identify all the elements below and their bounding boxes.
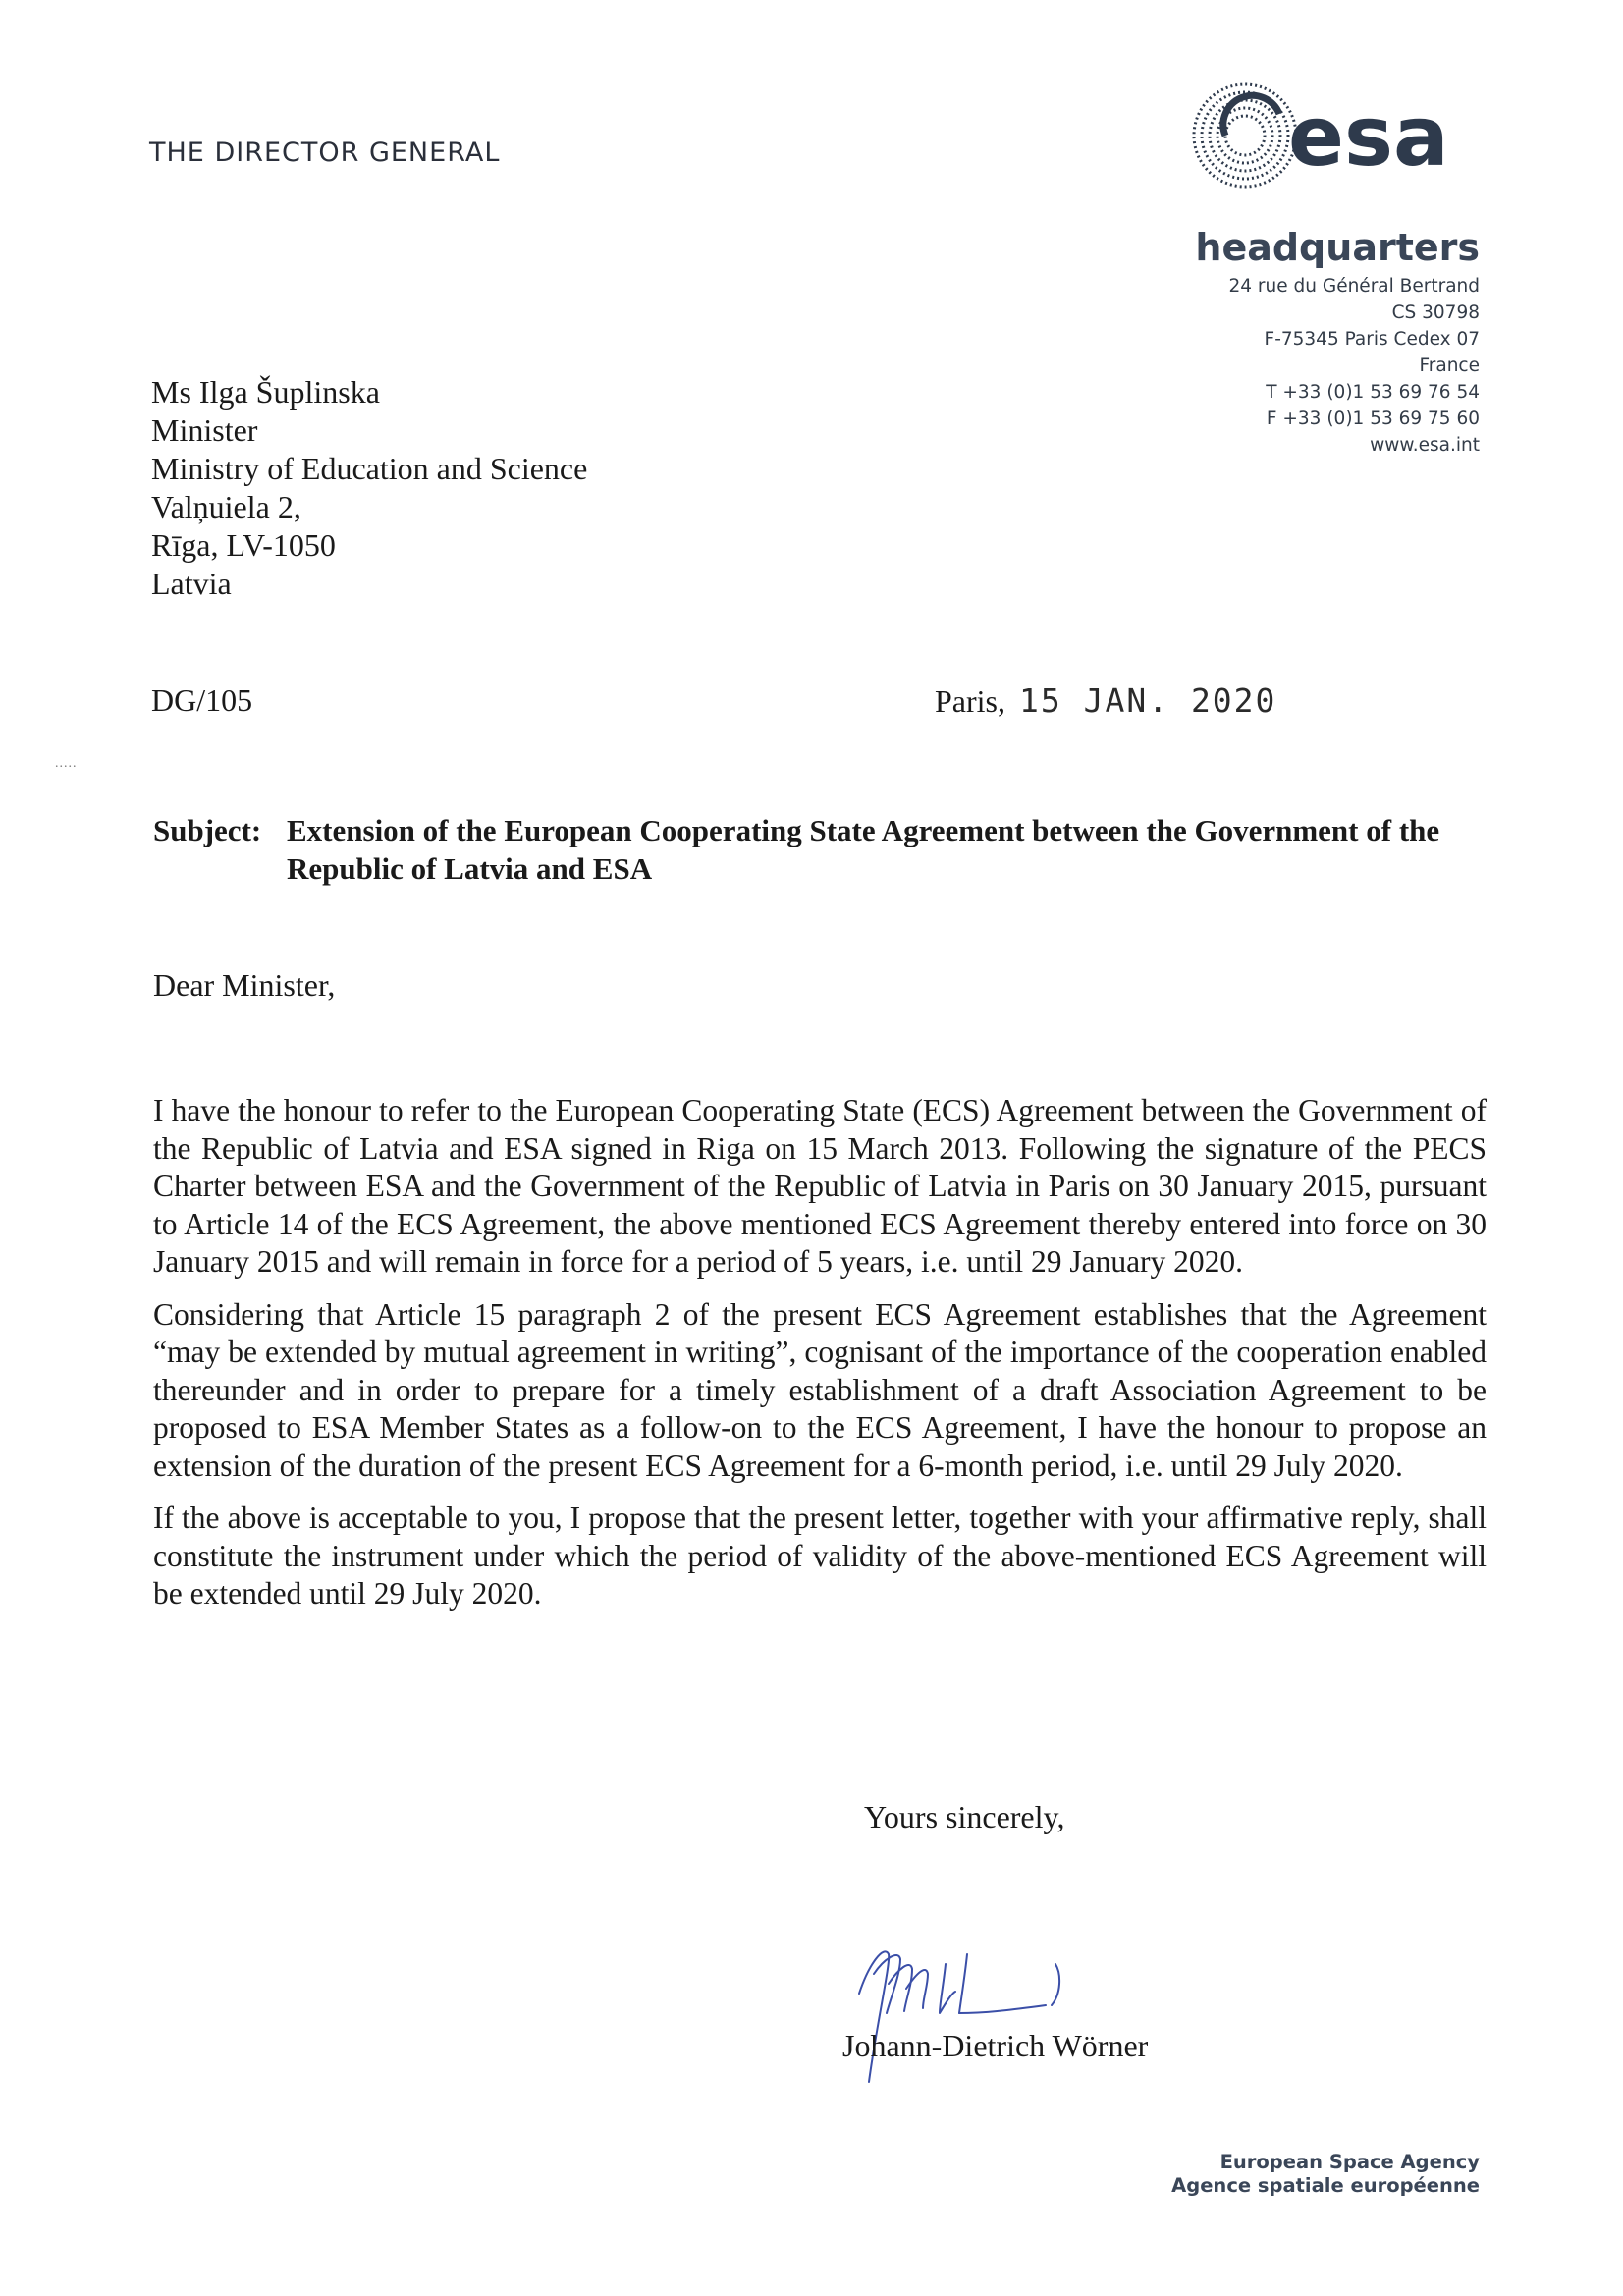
headquarters-title: headquarters [1195, 226, 1480, 269]
body-paragraph: I have the honour to refer to the European Cooperating State (ECS) Agreement between the Government of the Republic of Latvia and ESA signed in Riga on 15 March 2013. Following the signature of the PECS Charter between ESA and the Government of the Republic of Latvia in Paris on 30 January 2015, pursuant to Article 14 of the ECS Agreement, the above mentioned ECS Agreement thereby entered into force on 30 January 2015 and will remain in force for a period of 5 years, i.e. until 29 January 2020. [153, 1093, 1487, 1279]
hq-country: France [1419, 355, 1480, 376]
subject-text: Extension of the European Cooperating State Agreement between the Government of the Republic of Latvia and ESA [287, 813, 1440, 886]
hq-fax: F +33 (0)1 53 69 75 60 [1266, 409, 1480, 429]
esa-logo [1186, 75, 1481, 192]
hq-phone: T +33 (0)1 53 69 76 54 [1266, 382, 1480, 403]
date-stamp: 15 JAN. 2020 [1019, 682, 1277, 720]
esa-logo-wordmark: esa [1288, 88, 1449, 185]
recipient-name: Ms Ilga Šuplinska [151, 374, 380, 410]
margin-mark: ..... [55, 756, 78, 771]
reference-number: DG/105 [151, 683, 253, 718]
signer-name: Johann-Dietrich Wörner [842, 2028, 1149, 2063]
sender-title: THE DIRECTOR GENERAL [149, 137, 501, 168]
subject-label: Subject: [153, 813, 262, 847]
handwritten-signature [830, 1915, 1124, 2092]
closing: Yours sincerely, [864, 1799, 1065, 1834]
recipient-title: Minister [151, 412, 258, 448]
recipient-city: Rīga, LV-1050 [151, 527, 336, 563]
letter-body [153, 1092, 1487, 1628]
recipient-address [151, 373, 587, 603]
hq-website: www.esa.int [1370, 435, 1480, 456]
body-paragraph: If the above is acceptable to you, I propose that the present letter, together with your affirmative reply, shall constitute the instrument under which the period of validity of the above-mentioned ECS Agreement will be extended until 29 July 2020. [153, 1501, 1487, 1611]
footer-line-en: European Space Agency [1219, 2151, 1480, 2173]
hq-cs: CS 30798 [1391, 302, 1480, 323]
subject-line [153, 811, 1488, 888]
recipient-country: Latvia [151, 566, 232, 601]
body-paragraph: Considering that Article 15 paragraph 2 of the present ECS Agreement establishes that the Agreement “may be extended by mutual agreement in writing”, cognisant of the importance of the cooperation enabled thereunder and in order to prepare for a timely establishment of a draft Association Agreement to be proposed to ESA Member States as a follow-on to the ECS Agreement, I have the honour to propose an extension of the duration of the present ECS Agreement for a 6-month period, i.e. until 29 July 2020. [153, 1296, 1487, 1483]
recipient-street: Valņuiela 2, [151, 489, 301, 524]
letter-date [935, 682, 1276, 720]
date-place: Paris, [935, 683, 1005, 719]
hq-city: F-75345 Paris Cedex 07 [1264, 329, 1480, 350]
headquarters-block [1195, 226, 1480, 459]
footer-agency [1171, 2151, 1480, 2198]
recipient-ministry: Ministry of Education and Science [151, 451, 588, 486]
salutation: Dear Minister, [153, 967, 336, 1003]
hq-street: 24 rue du Général Bertrand [1228, 276, 1480, 297]
footer-line-fr: Agence spatiale européenne [1171, 2174, 1480, 2197]
esa-logo-swirl-icon [1194, 84, 1296, 187]
